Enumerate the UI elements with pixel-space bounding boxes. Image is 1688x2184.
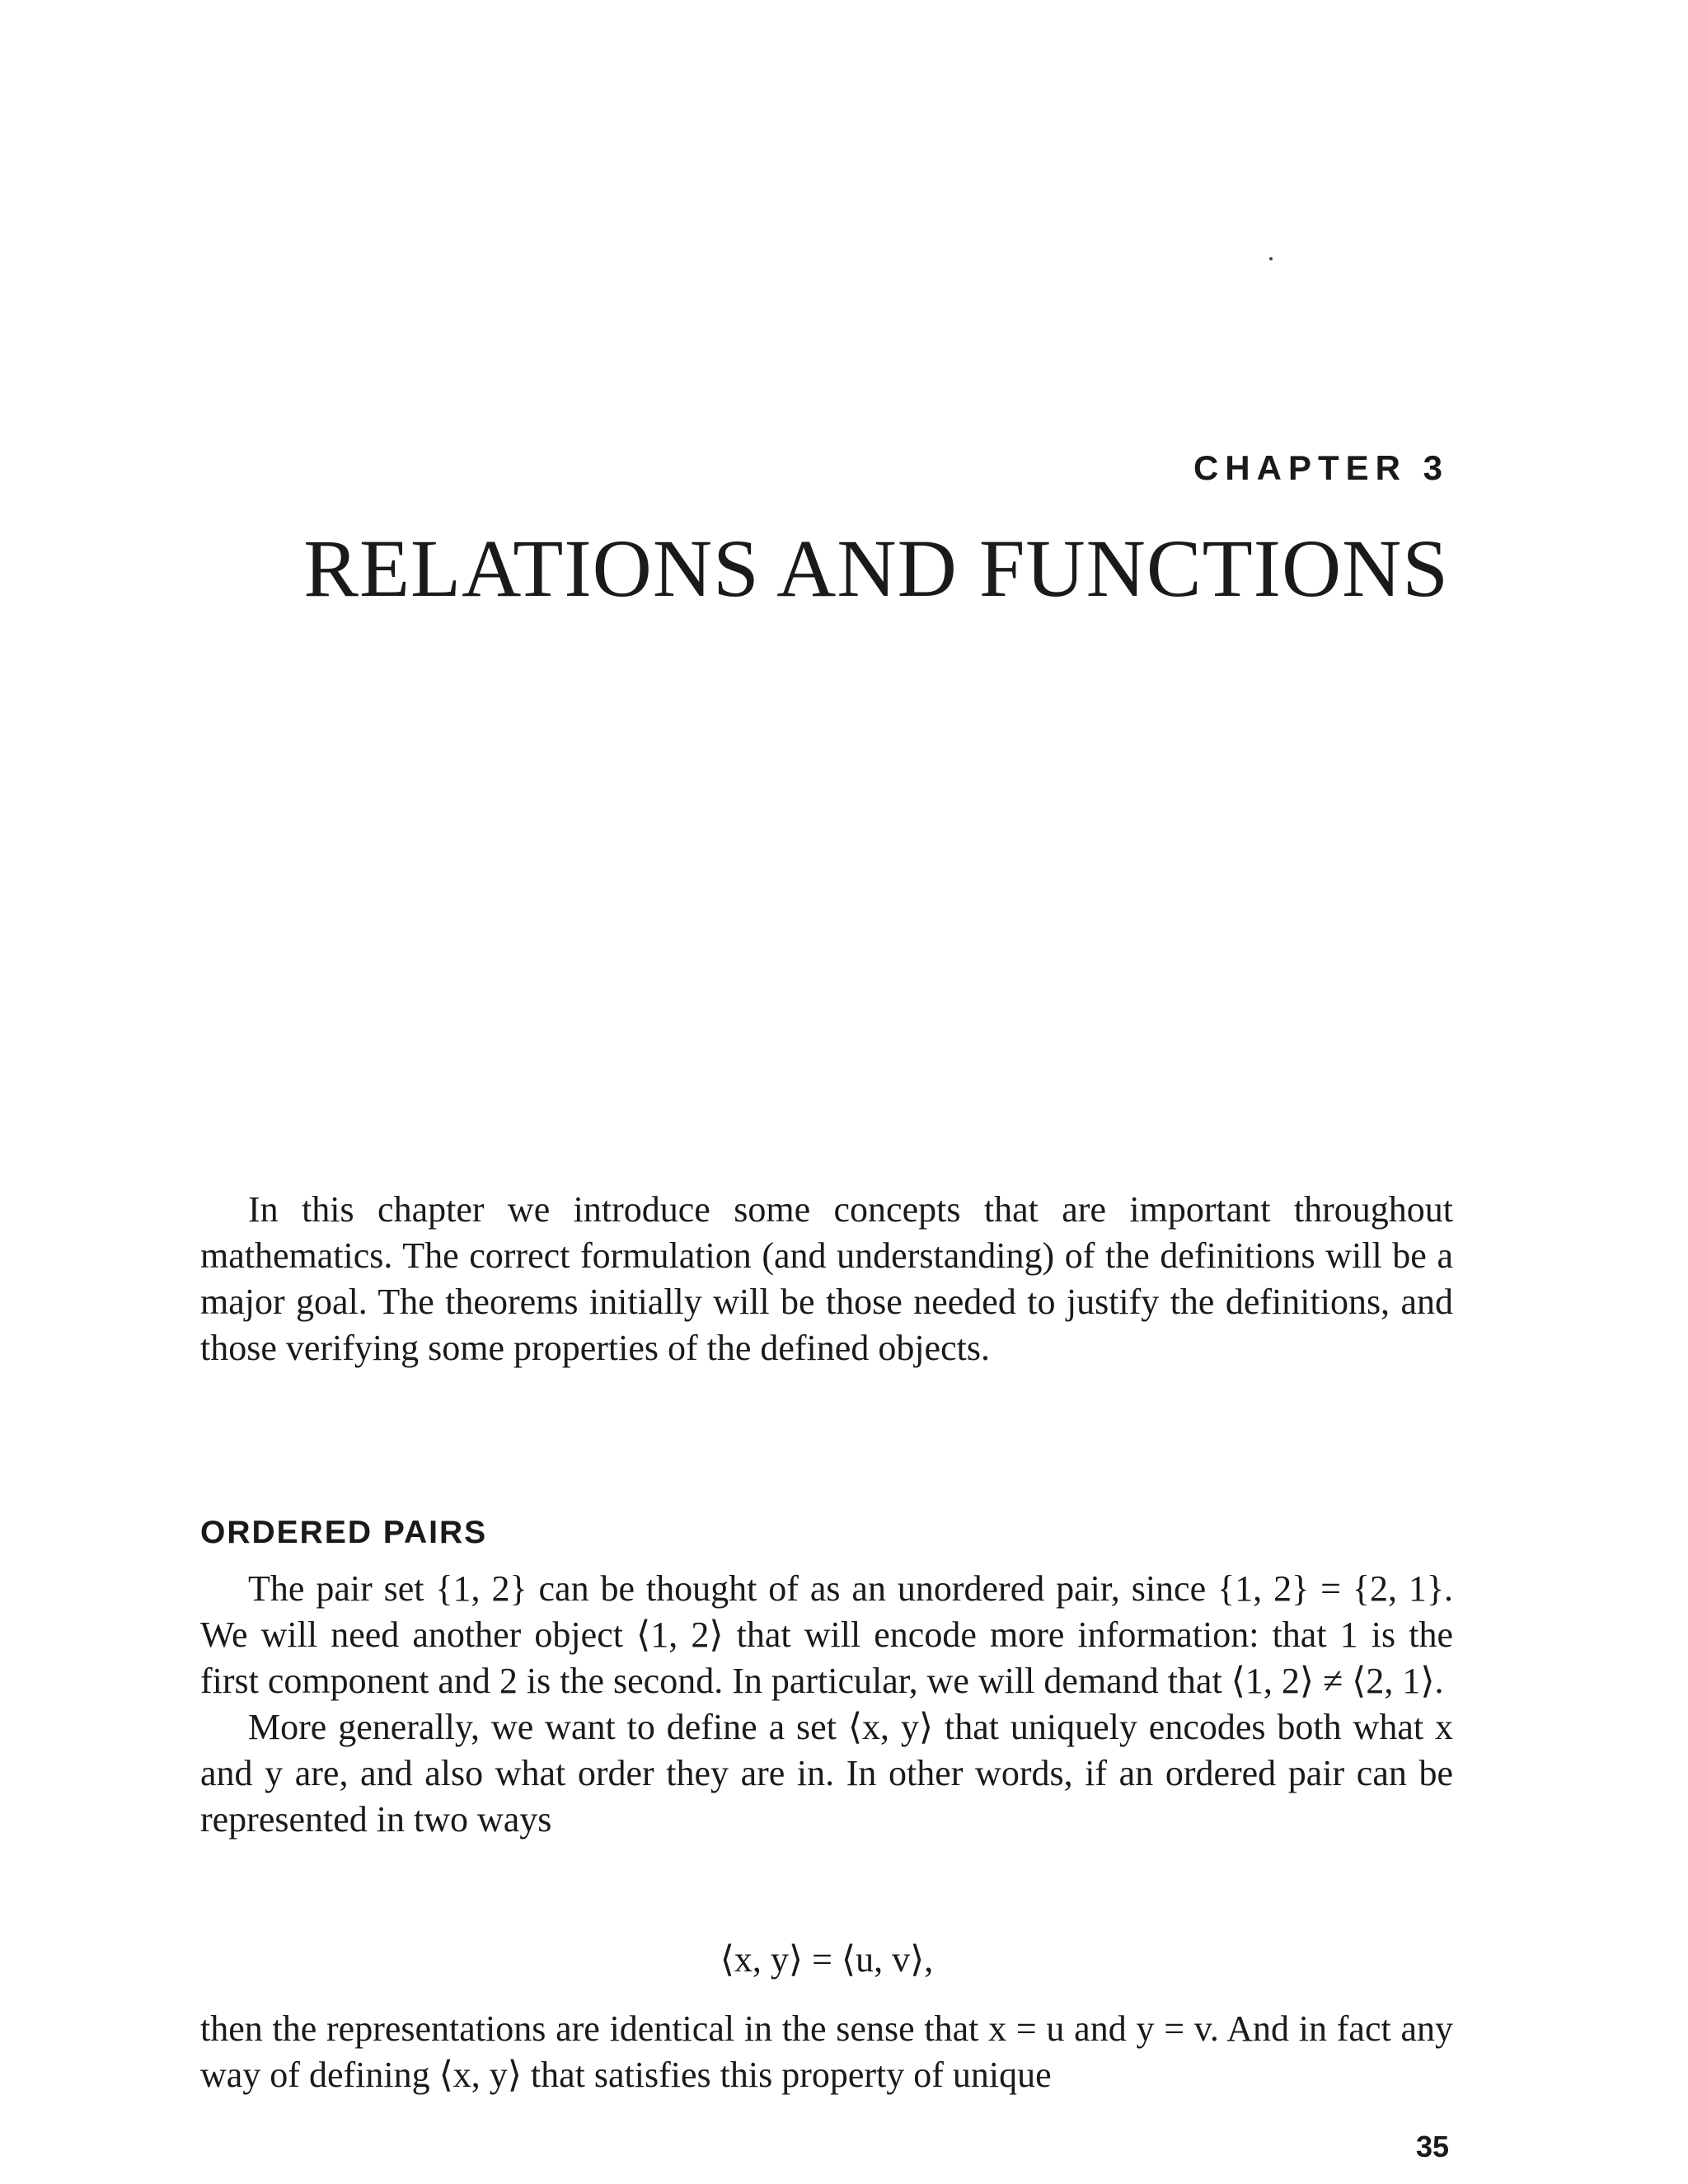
- section-heading: ORDERED PAIRS: [200, 1515, 488, 1550]
- page-number: 35: [1415, 2130, 1449, 2163]
- chapter-label: CHAPTER 3: [1193, 448, 1449, 487]
- intro-section: [200, 1187, 1453, 1371]
- section-body-top: [200, 1566, 1453, 1843]
- intro-paragraph: In this chapter we introduce some concepts that are important throughout mathematics. The correct formulation (and understanding) of the definitions will be a major goal. The theorems initially will be those needed to justify the definitions, and those verifying some properties of the defined objects.: [200, 1189, 1453, 1368]
- section-paragraph-3: then the representations are identical in the sense that x = u and y = v. And in fact any way of defining ⟨x, y⟩ that satisfies this property of unique: [200, 2008, 1453, 2095]
- section-body-bottom: [200, 2006, 1453, 2098]
- section-paragraph-1: The pair set {1, 2} can be thought of as an unordered pair, since {1, 2} = {2, 1}. We will need another object ⟨1, 2⟩ that will encode more information: that 1 is the first component and 2 is the second. In particular, we will demand that ⟨1, 2⟩ ≠ ⟨2, 1⟩.: [200, 1568, 1453, 1701]
- print-speck: [1269, 257, 1273, 260]
- display-equation: ⟨x, y⟩ = ⟨u, v⟩,: [720, 1939, 934, 1980]
- section-paragraph-2: More generally, we want to define a set ⟨x, y⟩ that uniquely encodes both what x and y are, and also what order they are in. In other words, if an ordered pair can be represented in two ways: [200, 1707, 1453, 1840]
- chapter-title: RELATIONS AND FUNCTIONS: [303, 523, 1449, 614]
